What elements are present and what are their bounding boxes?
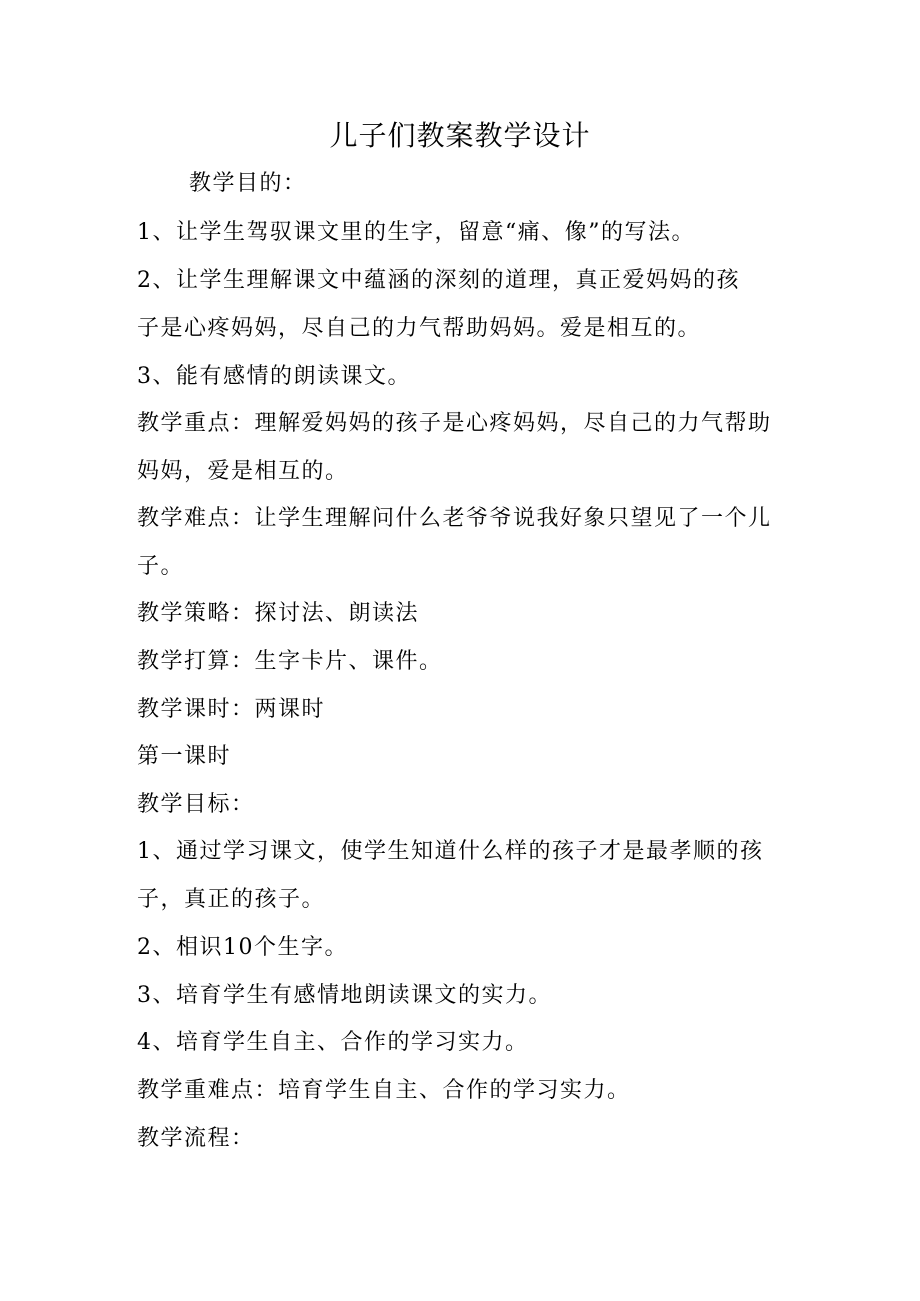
- text-line: 子是心疼妈妈，尽自己的力气帮助妈妈。爱是相互的。: [137, 316, 702, 341]
- text-line: 3、能有感情的朗读课文。: [137, 364, 411, 389]
- text-line: 教学流程：: [137, 1126, 255, 1151]
- text-line: 1、让学生驾驭课文里的生字，留意“痛、像”的写法。: [137, 220, 695, 245]
- text-line: 教学课时：两课时: [137, 697, 326, 722]
- text-line: 教学重难点：培育学生自主、合作的学习实力。: [137, 1078, 631, 1103]
- heading-teaching-purpose: 教学目的：: [189, 171, 307, 196]
- text-line: 妈妈，爱是相互的。: [137, 459, 349, 484]
- text-line: 1、通过学习课文，使学生知道什么样的孩子才是最孝顺的孩: [137, 839, 764, 864]
- text-line: 教学难点：让学生理解问什么老爷爷说我好象只望见了一个儿: [137, 506, 772, 531]
- text-line: 第一课时: [137, 744, 232, 769]
- text-line: 2、相识10个生字。: [137, 935, 348, 960]
- text-line: 教学策略：探讨法、朗读法: [137, 601, 420, 626]
- text-line: 教学打算：生字卡片、课件。: [137, 649, 443, 674]
- document-title: 儿子们教案教学设计: [329, 119, 591, 152]
- text-line: 教学重点：理解爱妈妈的孩子是心疼妈妈，尽自己的力气帮助: [137, 411, 772, 436]
- text-line: 教学目标：: [137, 792, 255, 817]
- text-line: 3、培育学生有感情地朗读课文的实力。: [137, 983, 552, 1008]
- text-line: 子。: [137, 554, 185, 579]
- text-line: 2、让学生理解课文中蕴涵的深刻的道理，真正爱妈妈的孩: [137, 268, 740, 293]
- text-line: 4、培育学生自主、合作的学习实力。: [137, 1030, 529, 1055]
- text-line: 子，真正的孩子。: [137, 887, 326, 912]
